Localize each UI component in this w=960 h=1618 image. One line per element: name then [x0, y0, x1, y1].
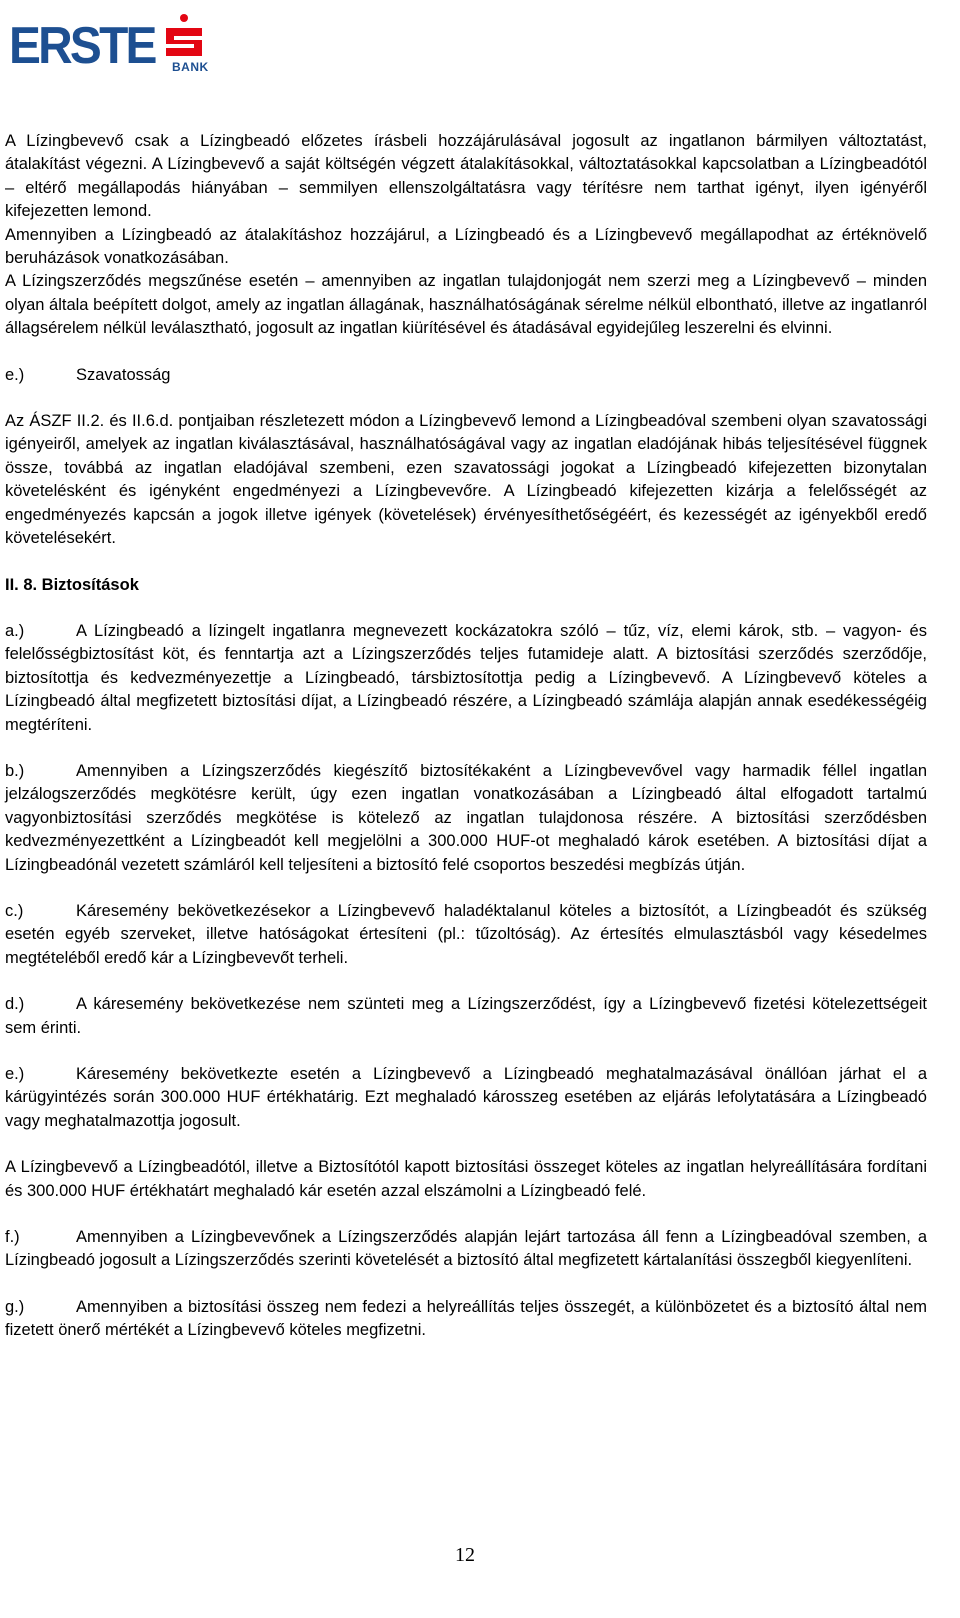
paragraph-restoration: A Lízingbevevő a Lízingbeadótól, illetve a Biztosítótól kapott biztosítási összeget köteles az ingatlan helyreállítására fordítani és 300.000 HUF értékhatárt meghaladó kár esetén azzal elszámolni a Lízingbeadó felé.	[5, 1158, 927, 1200]
page-number: 12	[455, 1544, 475, 1566]
item-b	[5, 760, 927, 877]
section-e-label: e.)	[5, 365, 25, 384]
item-d	[5, 993, 927, 1040]
logo-wordmark: ERSTE	[9, 17, 155, 75]
paragraph-investments: Amennyiben a Lízingbeadó az átalakításhoz hozzájárul, a Lízingbeadó és a Lízingbevevő megállapodhat az értéknövelő beruházások vonatkozásában.	[5, 225, 927, 268]
item-c-label: c.)	[5, 901, 24, 920]
erste-bank-logo	[9, 8, 209, 75]
item-g	[5, 1296, 927, 1343]
document-body	[5, 130, 927, 1343]
item-a-text: A Lízingbeadó a lízingelt ingatlanra megnevezett kockázatokra szóló – tűz, víz, elemi károk, stb. – vagyon- és felelősségbiztosítást köt, és fenntartja azt a Lízingszerződés teljes futamideje alatt. A biztosítási szerződés szerződője, biztosítottja és kedvezményezettje a Lízingbeadó, társbiztosítottja pedig a Lízingbevevő. A Lízingbevevő köteles a Lízingbeadó által megfizetett biztosítási díjat, a Lízingbeadó részére, a Lízingbeadó számlája alapján annak esedékességéig megtéríteni.	[5, 621, 927, 734]
item-e-text: Káresemény bekövetkezte esetén a Lízingbevevő a Lízingbeadó meghatalmazásával önállóan járhat el a kárügyintézés során 300.000 HUF értékhatárig. Ezt meghaladó károsszeg esetében az eljárás lefolytatására a Lízingbeadó vagy meghatalmazottja jogosult.	[5, 1065, 927, 1130]
item-g-text: Amennyiben a biztosítási összeg nem fedezi a helyreállítás teljes összegét, a különbözetet és a biztosító által nem fizetett önerő mértékét a Lízingbevevő köteles megfizetni.	[5, 1297, 927, 1340]
item-f	[5, 1226, 927, 1273]
item-e	[5, 1063, 927, 1133]
section-heading-insurance: II. 8. Biztosítások	[5, 575, 139, 594]
item-a-label: a.)	[5, 621, 25, 640]
item-c	[5, 900, 927, 970]
item-f-label: f.)	[5, 1228, 20, 1247]
logo-s-symbol-icon	[161, 14, 207, 58]
item-b-label: b.)	[5, 761, 25, 780]
paragraph-warranty: Az ÁSZF II.2. és II.6.d. pontjaiban részletezett módon a Lízingbevevő lemond a Lízingbeadóval szembeni olyan szavatossági igényeiről, amelyek az ingatlan kiválasztásával, használhatóságával vagy az ingatlan eladójának hibás teljesítésével függnek össze, továbbá az ingatlan eladójával szembeni, ezen szavatossági jogokat a Lízingbeadó kifejezetten bizonytalan követelésként és igényként engedményezi a Lízingbevevőre. A Lízingbeadó kifejezetten kizárja a felelősségét az engedményezés kapcsán a jogok illetve igények (követelések) érvényesíthetőségéért, és kezességét az igényekből eredő követelésekért.	[5, 412, 927, 548]
section-e-heading	[5, 364, 927, 387]
item-a	[5, 620, 927, 737]
item-b-text: Amennyiben a Lízingszerződés kiegészítő biztosítékaként a Lízingbevevővel vagy harmadik féllel ingatlan jelzálogszerződés megkötésre került, úgy ezen ingatlan vonatkozásában a Lízingbeadó által elfogadott tartalmú vagyonbiztosítási szerződés megkötése is kötelező az ingatlan tulajdonosa részére. A biztosítási szerződésben kedvezményezettként a Lízingbeadót kell megjelölni a 300.000 HUF-ot meghaladó károk esetében. A biztosítási díjat a Lízingbeadónál vezetett számláról kell teljesíteni a biztosító felé csoportos beszedési megbízás útján.	[5, 761, 927, 874]
item-d-text: A káresemény bekövetkezése nem szünteti meg a Lízingszerződést, így a Lízingbevevő fizetési kötelezettségeit sem érinti.	[5, 995, 927, 1037]
item-f-text: Amennyiben a Lízingbevevőnek a Lízingszerződés alapján lejárt tartozása áll fenn a Lízingbeadóval szemben, a Lízingbeadó jogosult a Lízingszerződés szerinti követelését a biztosító által megfizetett kártalanítási összegből kiegyenlíteni.	[5, 1228, 927, 1270]
item-c-text: Káresemény bekövetkezésekor a Lízingbevevő haladéktalanul köteles a biztosítót, a Lízingbeadót és szükség esetén egyéb szerveket, illetve hatóságokat értesíteni (pl.: tűzoltóság). Az értesítés elmulasztásból vagy késedelmes megtételéből eredő kár a Lízingbevevőt terheli.	[5, 901, 927, 967]
logo-bank-text: BANK	[172, 60, 209, 74]
item-g-label: g.)	[5, 1297, 25, 1316]
item-e-label: e.)	[5, 1065, 25, 1083]
item-d-label: d.)	[5, 995, 25, 1014]
paragraph-termination: A Lízingszerződés megszűnése esetén – amennyiben az ingatlan tulajdonjogát nem szerzi meg a Lízingbevevő – minden olyan általa beépített dolgot, amely az ingatlan állagának, használhatóságának sérelme nélkül elbontható, illetve az ingatlanról állagsérelem nélkül leválasztható, jogosult az ingatlan kiürítésével és átadásával egyidejűleg leszerelni és elvinni.	[5, 272, 927, 338]
paragraph-modifications: A Lízingbevevő csak a Lízingbeadó előzetes írásbeli hozzájárulásával jogosult az ingatlanon bármilyen változtatást, átalakítást végezni. A Lízingbevevő a saját költségén végzett átalakításokkal, változtatásokkal kapcsolatban a Lízingbeadótól – eltérő megállapodás hiányában – semmilyen ellenszolgáltatásra vagy térítésre nem tarthat igényt, ilyen igényéről kifejezetten lemond.	[5, 132, 927, 221]
section-e-title: Szavatosság	[76, 365, 171, 384]
